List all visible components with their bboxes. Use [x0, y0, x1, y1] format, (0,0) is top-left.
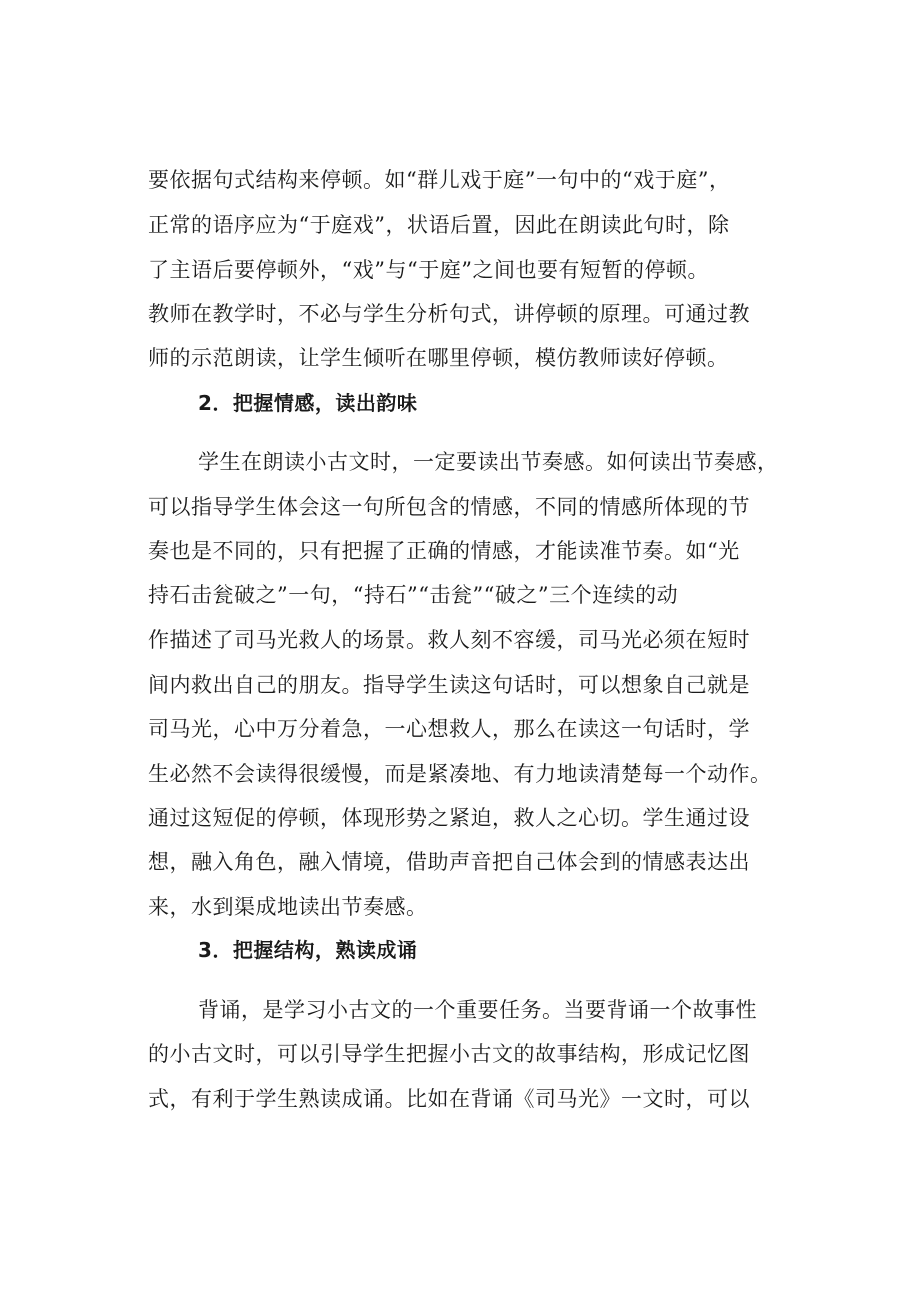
paragraph-line: 来，水到渠成地读出节奏感。: [148, 895, 428, 919]
paragraph-line: 学生在朗读小古文时，一定要读出节奏感。如何读出节奏感，: [198, 450, 779, 474]
paragraph-line: 教师在教学时，不必与学生分析句式，讲停顿的原理。可通过教: [148, 302, 750, 326]
paragraph-line: 师的示范朗读，让学生倾听在哪里停顿，模仿教师读好停顿。: [148, 346, 729, 370]
paragraph-line: 想，融入角色，融入情境，借助声音把自己体会到的情感表达出: [148, 850, 750, 874]
paragraph-line: 司马光，心中万分着急，一心想救人，那么在读这一句话时，学: [148, 717, 750, 741]
paragraph-line: 正常的语序应为“于庭戏”，状语后置，因此在朗读此句时，除: [148, 213, 730, 237]
section-heading: 2．把握情感，读出韵味: [198, 391, 418, 415]
paragraph-line: 奏也是不同的，只有把握了正确的情感，才能读准节奏。如“光: [148, 539, 740, 563]
paragraph-line: 通过这短促的停顿，体现形势之紧迫，救人之心切。学生通过设: [148, 806, 750, 830]
paragraph-line: 可以指导学生体会这一句所包含的情感，不同的情感所体现的节: [148, 495, 750, 519]
paragraph-line: 的小古文时，可以引导学生把握小古文的故事结构，形成记忆图: [148, 1042, 750, 1066]
paragraph-line: 生必然不会读得很缓慢，而是紧凑地、有力地读清楚每一个动作。: [148, 762, 772, 786]
paragraph-line: 背诵，是学习小古文的一个重要任务。当要背诵一个故事性: [198, 998, 757, 1022]
paragraph-line: 作描述了司马光救人的场景。救人刻不容缓，司马光必须在短时: [148, 628, 750, 652]
paragraph-line: 了主语后要停顿外，“戏”与“于庭”之间也要有短暂的停顿。: [148, 258, 709, 282]
paragraph-line: 间内救出自己的朋友。指导学生读这句话时，可以想象自己就是: [148, 673, 750, 697]
section-heading: 3．把握结构，熟读成诵: [198, 938, 418, 962]
paragraph-line: 持石击瓮破之”一句，“持石”“击瓮”“破之”三个连续的动: [148, 583, 679, 607]
paragraph-line: 式，有利于学生熟读成诵。比如在背诵《司马光》一文时，可以: [148, 1087, 750, 1111]
paragraph-line: 要依据句式结构来停顿。如“群儿戏于庭”一句中的“戏于庭”，: [148, 168, 731, 192]
